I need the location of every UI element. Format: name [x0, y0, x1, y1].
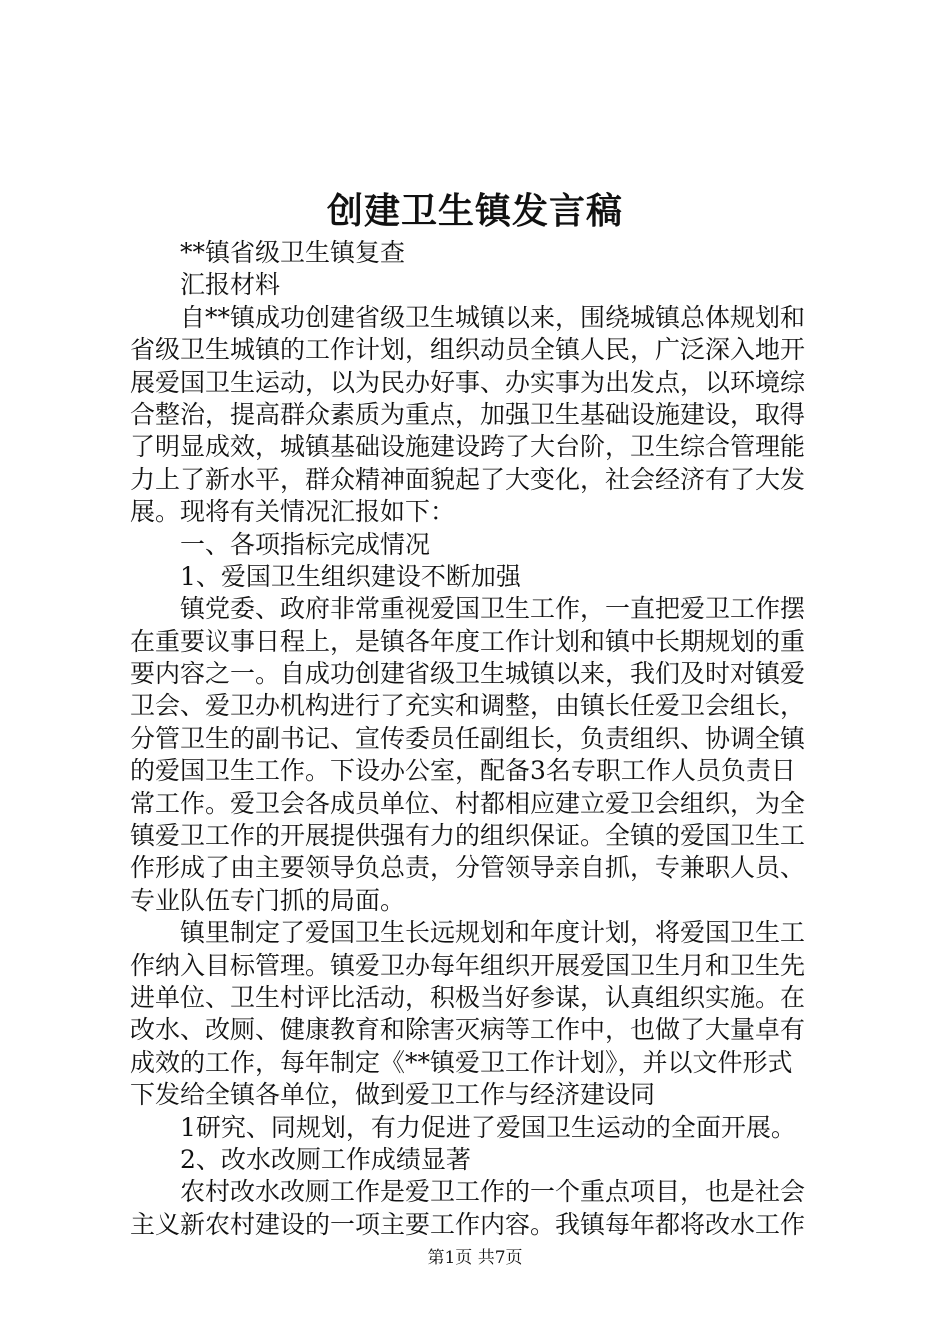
body-line: 作形成了由主要领导负总责，分管领导亲自抓，专兼职人员、	[130, 853, 806, 883]
body-line: 要内容之一。自成功创建省级卫生城镇以来，我们及时对镇爱	[130, 659, 806, 689]
body-line: 卫会、爱卫办机构进行了充实和调整，由镇长任爱卫会组长，	[130, 691, 806, 721]
subsection-heading: 2、改水改厕工作成绩显著	[180, 1144, 471, 1174]
body-line: 在重要议事日程上，是镇各年度工作计划和镇中长期规划的重	[130, 626, 806, 656]
body-line: 下发给全镇各单位，做到爱卫工作与经济建设同	[130, 1080, 656, 1110]
body-line: 改水、改厕、健康教育和除害灭病等工作中，也做了大量卓有	[130, 1015, 806, 1045]
document-body	[130, 237, 830, 1241]
body-line: **镇省级卫生镇复查	[180, 238, 406, 267]
body-line: 主义新农村建设的一项主要工作内容。我镇每年都将改水工作	[130, 1209, 806, 1239]
subsection-heading: 1、爱国卫生组织建设不断加强	[180, 561, 521, 591]
body-line: 省级卫生城镇的工作计划，组织动员全镇人民，广泛深入地开	[130, 335, 806, 365]
body-line: 的爱国卫生工作。下设办公室，配备3名专职工作人员负责日	[130, 756, 796, 786]
body-line: 分管卫生的副书记、宣传委员任副组长，负责组织、协调全镇	[130, 723, 806, 753]
body-line: 力上了新水平，群众精神面貌起了大变化，社会经济有了大发	[130, 464, 806, 494]
section-heading: 一、各项指标完成情况	[180, 529, 431, 559]
body-line: 镇党委、政府非常重视爱国卫生工作，一直把爱卫工作摆	[180, 594, 806, 624]
body-line: 汇报材料	[180, 270, 281, 300]
body-line: 展。现将有关情况汇报如下：	[130, 497, 456, 527]
body-line: 自**镇成功创建省级卫生城镇以来，围绕城镇总体规划和	[180, 302, 806, 332]
body-line: 专业队伍专门抓的局面。	[130, 885, 406, 915]
body-line: 展爱国卫生运动，以为民办好事、办实事为出发点，以环境综	[130, 367, 806, 397]
body-line: 农村改水改厕工作是爱卫工作的一个重点项目，也是社会	[180, 1177, 806, 1207]
page-number-footer: 第1页 共7页	[427, 1248, 523, 1268]
document-title: 创建卫生镇发言稿	[326, 190, 623, 232]
body-line: 了明显成效，城镇基础设施建设跨了大台阶，卫生综合管理能	[130, 432, 806, 462]
body-line: 作纳入目标管理。镇爱卫办每年组织开展爱国卫生月和卫生先	[130, 950, 806, 980]
body-line: 常工作。爱卫会各成员单位、村都相应建立爱卫会组织，为全	[130, 788, 806, 818]
body-line: 镇爱卫工作的开展提供强有力的组织保证。全镇的爱国卫生工	[130, 821, 806, 851]
body-line: 镇里制定了爱国卫生长远规划和年度计划，将爱国卫生工	[180, 918, 806, 948]
body-line: 进单位、卫生村评比活动，积极当好参谋，认真组织实施。在	[130, 982, 806, 1012]
body-line: 1研究、同规划，有力促进了爱国卫生运动的全面开展。	[180, 1112, 796, 1142]
body-line: 合整治，提高群众素质为重点，加强卫生基础设施建设，取得	[130, 399, 806, 429]
body-line: 成效的工作，每年制定《**镇爱卫工作计划》，并以文件形式	[130, 1047, 793, 1077]
